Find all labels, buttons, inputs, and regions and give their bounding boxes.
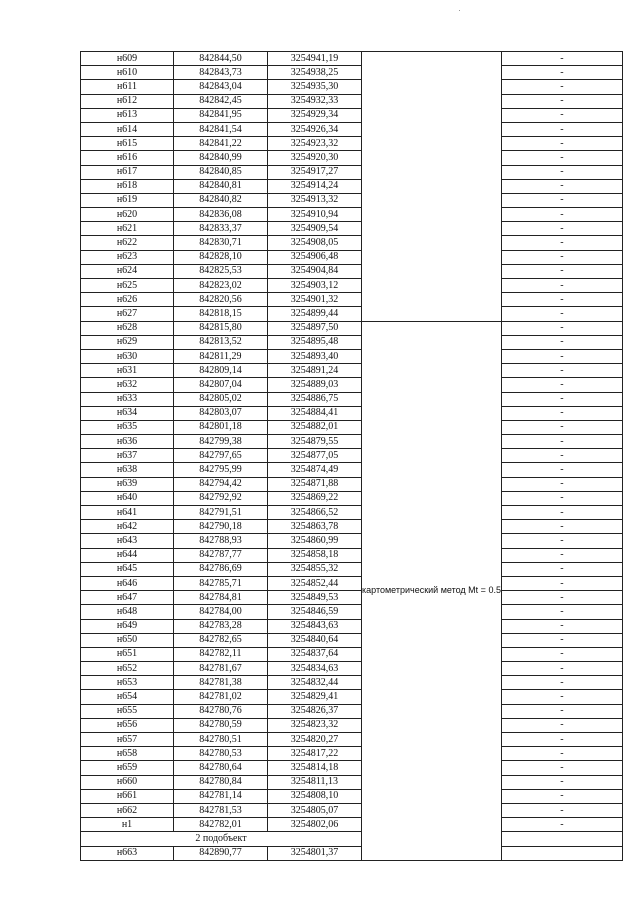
note-cell: - <box>501 605 622 619</box>
y-coordinate-cell: 3254910,94 <box>268 208 362 222</box>
table-row <box>81 548 623 562</box>
note-cell: - <box>501 80 622 94</box>
x-coordinate-cell: 842781,38 <box>174 676 268 690</box>
table-row <box>81 647 623 661</box>
table-row <box>81 633 623 647</box>
point-name-cell: н661 <box>81 789 174 803</box>
y-coordinate-cell: 3254909,54 <box>268 222 362 236</box>
point-name-cell: н616 <box>81 151 174 165</box>
note-cell: - <box>501 775 622 789</box>
table-row <box>81 208 623 222</box>
note-cell: - <box>501 179 622 193</box>
y-coordinate-cell: 3254826,37 <box>268 704 362 718</box>
x-coordinate-cell: 842811,29 <box>174 349 268 363</box>
table-row <box>81 293 623 307</box>
x-coordinate-cell: 842825,53 <box>174 264 268 278</box>
point-name-cell: н622 <box>81 236 174 250</box>
point-name-cell: н1 <box>81 818 174 832</box>
y-coordinate-cell: 3254817,22 <box>268 747 362 761</box>
x-coordinate-cell: 842791,51 <box>174 506 268 520</box>
table-row <box>81 52 623 66</box>
x-coordinate-cell: 842782,01 <box>174 818 268 832</box>
table-row <box>81 420 623 434</box>
y-coordinate-cell: 3254855,32 <box>268 562 362 576</box>
subobject-row <box>81 832 623 846</box>
table-row <box>81 165 623 179</box>
point-name-cell: н653 <box>81 676 174 690</box>
point-name-cell: н658 <box>81 747 174 761</box>
note-cell: - <box>501 733 622 747</box>
table-row <box>81 108 623 122</box>
note-cell: - <box>501 548 622 562</box>
y-coordinate-cell: 3254899,44 <box>268 307 362 321</box>
point-name-cell: н628 <box>81 321 174 335</box>
x-coordinate-cell: 842790,18 <box>174 520 268 534</box>
y-coordinate-cell: 3254874,49 <box>268 463 362 477</box>
table-row <box>81 406 623 420</box>
table-row <box>81 151 623 165</box>
x-coordinate-cell: 842803,07 <box>174 406 268 420</box>
point-name-cell: н626 <box>81 293 174 307</box>
y-coordinate-cell: 3254832,44 <box>268 676 362 690</box>
table-row <box>81 605 623 619</box>
y-coordinate-cell: 3254834,63 <box>268 662 362 676</box>
y-coordinate-cell: 3254920,30 <box>268 151 362 165</box>
x-coordinate-cell: 842782,65 <box>174 633 268 647</box>
point-name-cell: н632 <box>81 378 174 392</box>
y-coordinate-cell: 3254843,63 <box>268 619 362 633</box>
point-name-cell: н629 <box>81 335 174 349</box>
y-coordinate-cell: 3254901,32 <box>268 293 362 307</box>
point-name-cell: н637 <box>81 449 174 463</box>
note-cell: - <box>501 108 622 122</box>
table-row <box>81 463 623 477</box>
point-name-cell: н610 <box>81 66 174 80</box>
x-coordinate-cell: 842799,38 <box>174 435 268 449</box>
table-row <box>81 435 623 449</box>
point-name-cell: н612 <box>81 94 174 108</box>
point-name-cell: н625 <box>81 279 174 293</box>
note-cell: - <box>501 491 622 505</box>
point-name-cell: н636 <box>81 435 174 449</box>
point-name-cell: н645 <box>81 562 174 576</box>
note-cell: - <box>501 122 622 136</box>
table-row <box>81 534 623 548</box>
point-name-cell: н633 <box>81 392 174 406</box>
x-coordinate-cell: 842795,99 <box>174 463 268 477</box>
point-name-cell: н627 <box>81 307 174 321</box>
note-cell: - <box>501 506 622 520</box>
y-coordinate-cell: 3254879,55 <box>268 435 362 449</box>
x-coordinate-cell: 842807,04 <box>174 378 268 392</box>
y-coordinate-cell: 3254891,24 <box>268 364 362 378</box>
y-coordinate-cell: 3254932,33 <box>268 94 362 108</box>
subobject-label: 2 подобъект <box>81 832 362 846</box>
table-row <box>81 619 623 633</box>
y-coordinate-cell: 3254869,22 <box>268 491 362 505</box>
table-row <box>81 66 623 80</box>
x-coordinate-cell: 842780,76 <box>174 704 268 718</box>
table-row <box>81 718 623 732</box>
table-row <box>81 378 623 392</box>
x-coordinate-cell: 842784,81 <box>174 591 268 605</box>
y-coordinate-cell: 3254846,59 <box>268 605 362 619</box>
y-coordinate-cell: 3254882,01 <box>268 420 362 434</box>
table-row <box>81 179 623 193</box>
x-coordinate-cell: 842820,56 <box>174 293 268 307</box>
y-coordinate-cell: 3254829,41 <box>268 690 362 704</box>
x-coordinate-cell: 842844,50 <box>174 52 268 66</box>
y-coordinate-cell: 3254811,13 <box>268 775 362 789</box>
x-coordinate-cell: 842787,77 <box>174 548 268 562</box>
x-coordinate-cell: 842841,95 <box>174 108 268 122</box>
x-coordinate-cell: 842842,45 <box>174 94 268 108</box>
note-cell: - <box>501 307 622 321</box>
x-coordinate-cell: 842841,22 <box>174 137 268 151</box>
x-coordinate-cell: 842840,99 <box>174 151 268 165</box>
y-coordinate-cell: 3254852,44 <box>268 576 362 590</box>
point-name-cell: н646 <box>81 576 174 590</box>
note-cell: - <box>501 335 622 349</box>
point-name-cell: н657 <box>81 733 174 747</box>
note-cell: - <box>501 662 622 676</box>
table-row <box>81 662 623 676</box>
y-coordinate-cell: 3254913,32 <box>268 193 362 207</box>
table-row <box>81 818 623 832</box>
y-coordinate-cell: 3254889,03 <box>268 378 362 392</box>
x-coordinate-cell: 842792,92 <box>174 491 268 505</box>
x-coordinate-cell: 842788,93 <box>174 534 268 548</box>
table-row <box>81 477 623 491</box>
table-row <box>81 733 623 747</box>
x-coordinate-cell: 842830,71 <box>174 236 268 250</box>
table-row <box>81 747 623 761</box>
table-row <box>81 562 623 576</box>
note-cell: - <box>501 633 622 647</box>
note-cell: - <box>501 137 622 151</box>
note-cell: - <box>501 264 622 278</box>
x-coordinate-cell: 842815,80 <box>174 321 268 335</box>
coordinates-table <box>80 51 623 861</box>
x-coordinate-cell: 842840,81 <box>174 179 268 193</box>
x-coordinate-cell: 842786,69 <box>174 562 268 576</box>
x-coordinate-cell: 842801,18 <box>174 420 268 434</box>
table-row <box>81 676 623 690</box>
y-coordinate-cell: 3254886,75 <box>268 392 362 406</box>
x-coordinate-cell: 842780,59 <box>174 718 268 732</box>
y-coordinate-cell: 3254860,99 <box>268 534 362 548</box>
y-coordinate-cell: 3254871,88 <box>268 477 362 491</box>
y-coordinate-cell: 3254895,48 <box>268 335 362 349</box>
point-name-cell: н619 <box>81 193 174 207</box>
table-row <box>81 236 623 250</box>
point-name-cell: н630 <box>81 349 174 363</box>
table-row <box>81 803 623 817</box>
point-name-cell: н620 <box>81 208 174 222</box>
table-row <box>81 94 623 108</box>
x-coordinate-cell: 842781,14 <box>174 789 268 803</box>
y-coordinate-cell: 3254923,32 <box>268 137 362 151</box>
point-name-cell: н659 <box>81 761 174 775</box>
x-coordinate-cell: 842840,82 <box>174 193 268 207</box>
y-coordinate-cell: 3254840,64 <box>268 633 362 647</box>
y-coordinate-cell: 3254903,12 <box>268 279 362 293</box>
y-coordinate-cell: 3254805,07 <box>268 803 362 817</box>
x-coordinate-cell: 842890,77 <box>174 846 268 860</box>
y-coordinate-cell: 3254938,25 <box>268 66 362 80</box>
table-row <box>81 80 623 94</box>
note-cell: - <box>501 208 622 222</box>
x-coordinate-cell: 842813,52 <box>174 335 268 349</box>
y-coordinate-cell: 3254837,64 <box>268 647 362 661</box>
y-coordinate-cell: 3254917,27 <box>268 165 362 179</box>
point-name-cell: н641 <box>81 506 174 520</box>
table-row <box>81 690 623 704</box>
point-name-cell: н617 <box>81 165 174 179</box>
point-name-cell: н642 <box>81 520 174 534</box>
table-row <box>81 520 623 534</box>
point-name-cell: н644 <box>81 548 174 562</box>
table-row <box>81 775 623 789</box>
point-name-cell: н662 <box>81 803 174 817</box>
note-cell: - <box>501 364 622 378</box>
table-row <box>81 193 623 207</box>
table-row <box>81 307 623 321</box>
point-name-cell: н618 <box>81 179 174 193</box>
x-coordinate-cell: 842780,51 <box>174 733 268 747</box>
point-name-cell: н615 <box>81 137 174 151</box>
table-row <box>81 321 623 335</box>
note-cell: - <box>501 704 622 718</box>
y-coordinate-cell: 3254808,10 <box>268 789 362 803</box>
point-name-cell: н609 <box>81 52 174 66</box>
x-coordinate-cell: 842823,02 <box>174 279 268 293</box>
x-coordinate-cell: 842782,11 <box>174 647 268 661</box>
x-coordinate-cell: 842780,64 <box>174 761 268 775</box>
note-cell: - <box>501 321 622 335</box>
table-row <box>81 349 623 363</box>
point-name-cell: н650 <box>81 633 174 647</box>
note-cell: - <box>501 576 622 590</box>
scan-speck <box>459 10 460 11</box>
y-coordinate-cell: 3254849,53 <box>268 591 362 605</box>
note-cell: - <box>501 449 622 463</box>
table-row <box>81 704 623 718</box>
note-cell: - <box>501 647 622 661</box>
point-name-cell: н663 <box>81 846 174 860</box>
x-coordinate-cell: 842841,54 <box>174 122 268 136</box>
note-cell: - <box>501 151 622 165</box>
table-row <box>81 761 623 775</box>
table-row <box>81 364 623 378</box>
y-coordinate-cell: 3254906,48 <box>268 250 362 264</box>
table-row <box>81 506 623 520</box>
point-name-cell: н648 <box>81 605 174 619</box>
note-cell: - <box>501 52 622 66</box>
note-cell: - <box>501 562 622 576</box>
y-coordinate-cell: 3254904,84 <box>268 264 362 278</box>
y-coordinate-cell: 3254814,18 <box>268 761 362 775</box>
note-cell: - <box>501 435 622 449</box>
table-row <box>81 264 623 278</box>
note-cell: - <box>501 761 622 775</box>
note-cell: - <box>501 165 622 179</box>
y-coordinate-cell: 3254866,52 <box>268 506 362 520</box>
point-name-cell: н640 <box>81 491 174 505</box>
table-row <box>81 846 623 860</box>
point-name-cell: н652 <box>81 662 174 676</box>
note-cell: - <box>501 94 622 108</box>
y-coordinate-cell: 3254877,05 <box>268 449 362 463</box>
note-cell: - <box>501 818 622 832</box>
point-name-cell: н613 <box>81 108 174 122</box>
x-coordinate-cell: 842784,00 <box>174 605 268 619</box>
point-name-cell: н634 <box>81 406 174 420</box>
note-cell: - <box>501 676 622 690</box>
method-cell-upper <box>362 52 502 322</box>
y-coordinate-cell: 3254823,32 <box>268 718 362 732</box>
y-coordinate-cell: 3254941,19 <box>268 52 362 66</box>
table-row <box>81 591 623 605</box>
table-row <box>81 250 623 264</box>
point-name-cell: н621 <box>81 222 174 236</box>
table-row <box>81 122 623 136</box>
x-coordinate-cell: 842783,28 <box>174 619 268 633</box>
note-cell: - <box>501 420 622 434</box>
table-row <box>81 576 623 590</box>
y-coordinate-cell: 3254820,27 <box>268 733 362 747</box>
table-row <box>81 222 623 236</box>
note-cell: - <box>501 392 622 406</box>
note-cell <box>501 832 622 846</box>
point-name-cell: н649 <box>81 619 174 633</box>
table-row <box>81 491 623 505</box>
y-coordinate-cell: 3254935,30 <box>268 80 362 94</box>
y-coordinate-cell: 3254929,34 <box>268 108 362 122</box>
point-name-cell: н638 <box>81 463 174 477</box>
point-name-cell: н635 <box>81 420 174 434</box>
note-cell: - <box>501 293 622 307</box>
x-coordinate-cell: 842818,15 <box>174 307 268 321</box>
y-coordinate-cell: 3254914,24 <box>268 179 362 193</box>
y-coordinate-cell: 3254926,34 <box>268 122 362 136</box>
note-cell: - <box>501 477 622 491</box>
y-coordinate-cell: 3254893,40 <box>268 349 362 363</box>
table-row <box>81 137 623 151</box>
point-name-cell: н611 <box>81 80 174 94</box>
x-coordinate-cell: 842843,04 <box>174 80 268 94</box>
point-name-cell: н651 <box>81 647 174 661</box>
note-cell: - <box>501 520 622 534</box>
x-coordinate-cell: 842840,85 <box>174 165 268 179</box>
point-name-cell: н655 <box>81 704 174 718</box>
note-cell: - <box>501 406 622 420</box>
x-coordinate-cell: 842781,02 <box>174 690 268 704</box>
point-name-cell: н614 <box>81 122 174 136</box>
point-name-cell: н643 <box>81 534 174 548</box>
note-cell: - <box>501 534 622 548</box>
note-cell: - <box>501 378 622 392</box>
y-coordinate-cell: 3254802,06 <box>268 818 362 832</box>
x-coordinate-cell: 842785,71 <box>174 576 268 590</box>
x-coordinate-cell: 842805,02 <box>174 392 268 406</box>
note-cell: - <box>501 250 622 264</box>
table-row <box>81 392 623 406</box>
note-cell: - <box>501 236 622 250</box>
note-cell: - <box>501 690 622 704</box>
point-name-cell: н654 <box>81 690 174 704</box>
x-coordinate-cell: 842843,73 <box>174 66 268 80</box>
x-coordinate-cell: 842781,67 <box>174 662 268 676</box>
x-coordinate-cell: 842828,10 <box>174 250 268 264</box>
x-coordinate-cell: 842780,84 <box>174 775 268 789</box>
x-coordinate-cell: 842833,37 <box>174 222 268 236</box>
x-coordinate-cell: 842794,42 <box>174 477 268 491</box>
y-coordinate-cell: 3254897,50 <box>268 321 362 335</box>
x-coordinate-cell: 842809,14 <box>174 364 268 378</box>
note-cell <box>501 846 622 860</box>
x-coordinate-cell: 842781,53 <box>174 803 268 817</box>
measurement-method-cell: картометрический метод Mt = 0.5 <box>362 321 502 860</box>
note-cell: - <box>501 789 622 803</box>
note-cell: - <box>501 718 622 732</box>
note-cell: - <box>501 747 622 761</box>
note-cell: - <box>501 193 622 207</box>
y-coordinate-cell: 3254908,05 <box>268 236 362 250</box>
point-name-cell: н639 <box>81 477 174 491</box>
note-cell: - <box>501 66 622 80</box>
coordinates-table-body <box>81 52 623 861</box>
note-cell: - <box>501 349 622 363</box>
note-cell: - <box>501 591 622 605</box>
point-name-cell: н660 <box>81 775 174 789</box>
y-coordinate-cell: 3254863,78 <box>268 520 362 534</box>
point-name-cell: н647 <box>81 591 174 605</box>
point-name-cell: н624 <box>81 264 174 278</box>
point-name-cell: н631 <box>81 364 174 378</box>
y-coordinate-cell: 3254858,18 <box>268 548 362 562</box>
note-cell: - <box>501 803 622 817</box>
x-coordinate-cell: 842797,65 <box>174 449 268 463</box>
y-coordinate-cell: 3254801,37 <box>268 846 362 860</box>
point-name-cell: н623 <box>81 250 174 264</box>
x-coordinate-cell: 842780,53 <box>174 747 268 761</box>
table-row <box>81 279 623 293</box>
point-name-cell: н656 <box>81 718 174 732</box>
y-coordinate-cell: 3254884,41 <box>268 406 362 420</box>
table-row <box>81 335 623 349</box>
note-cell: - <box>501 279 622 293</box>
x-coordinate-cell: 842836,08 <box>174 208 268 222</box>
note-cell: - <box>501 222 622 236</box>
note-cell: - <box>501 619 622 633</box>
table-row <box>81 789 623 803</box>
table-row <box>81 449 623 463</box>
note-cell: - <box>501 463 622 477</box>
